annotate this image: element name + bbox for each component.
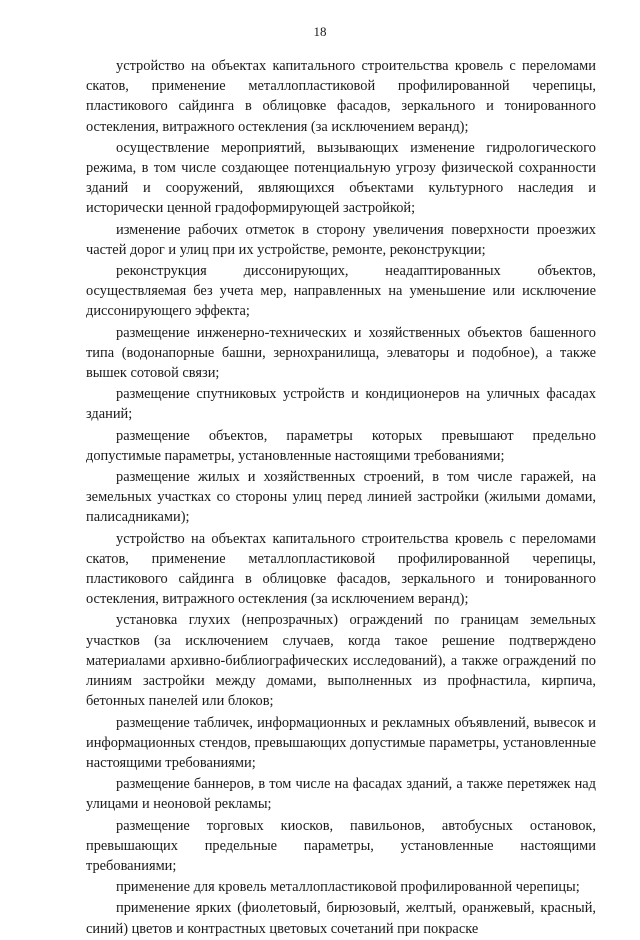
paragraph: устройство на объектах капитального строительства кровель с переломами скатов, применение металлопластиковой профилированной черепицы, пластикового сайдинга в облицовке фасадов, зеркального и тонированного остекления, витражного остекления (за исключением веранд);: [86, 58, 596, 135]
paragraph: размещение табличек, информационных и рекламных объявлений, вывесок и информационных стендов, превышающих допустимые параметры, установленные настоящими требованиями;: [86, 714, 596, 771]
paragraph: установка глухих (непрозрачных) ограждений по границам земельных участков (за исключением случаев, когда такое решение подтверждено материалами архивно-библиографических исследований), а также ограждений по линиям застройки между домами, выполненных из профнастила, кирпича, бетонных панелей или блоков;: [86, 612, 596, 710]
paragraph: применение для кровель металлопластиковой профилированной черепицы;: [116, 879, 580, 896]
paragraph: размещение спутниковых устройств и кондиционеров на уличных фасадах зданий;: [86, 386, 596, 423]
paragraph: реконструкция диссонирующих, неадаптированных объектов, осуществляемая без учета мер, направленных на уменьшение или исключение диссонирующего эффекта;: [86, 263, 596, 320]
paragraph: размещение жилых и хозяйственных строений, в том числе гаражей, на земельных участках со стороны улиц перед линией застройки (жилыми домами, палисадниками);: [86, 469, 596, 526]
page-number: 18: [313, 24, 327, 39]
paragraph: размещение инженерно-технических и хозяйственных объектов башенного типа (водонапорные башни, зернохранилища, элеваторы и подобное), а также вышек сотовой связи;: [86, 324, 596, 382]
paragraph: размещение объектов, параметры которых превышают предельно допустимые параметры, установленные настоящими требованиями;: [86, 427, 596, 464]
paragraph: устройство на объектах капитального строительства кровель с переломами скатов, применение металлопластиковой профилированной черепицы, пластикового сайдинга в облицовке фасадов, зеркального и тонированного остекления, витражного остекления (за исключением веранд);: [86, 530, 596, 608]
paragraph: применение ярких (фиолетовый, бирюзовый, желтый, оранжевый, красный, синий) цветов и контрастных цветовых сочетаний при покраске: [86, 900, 596, 937]
paragraph: осуществление мероприятий, вызывающих изменение гидрологического режима, в том числе создающее потенциальную угрозу физической сохранности зданий и сооружений, являющихся объектами культурного наследия и исторически ценной градоформирующей застройкой;: [86, 139, 596, 217]
body-text: [86, 56, 596, 940]
paragraph: размещение баннеров, в том числе на фасадах зданий, а также перетяжек над улицами и неоновой рекламы;: [86, 776, 596, 813]
paragraph: изменение рабочих отметок в сторону увеличения поверхности проезжих частей дорог и улиц при их устройстве, ремонте, реконструкции;: [86, 221, 596, 258]
paragraph: размещение торговых киосков, павильонов, автобусных остановок, превышающих предельные параметры, установленные настоящими требованиями;: [86, 817, 596, 874]
